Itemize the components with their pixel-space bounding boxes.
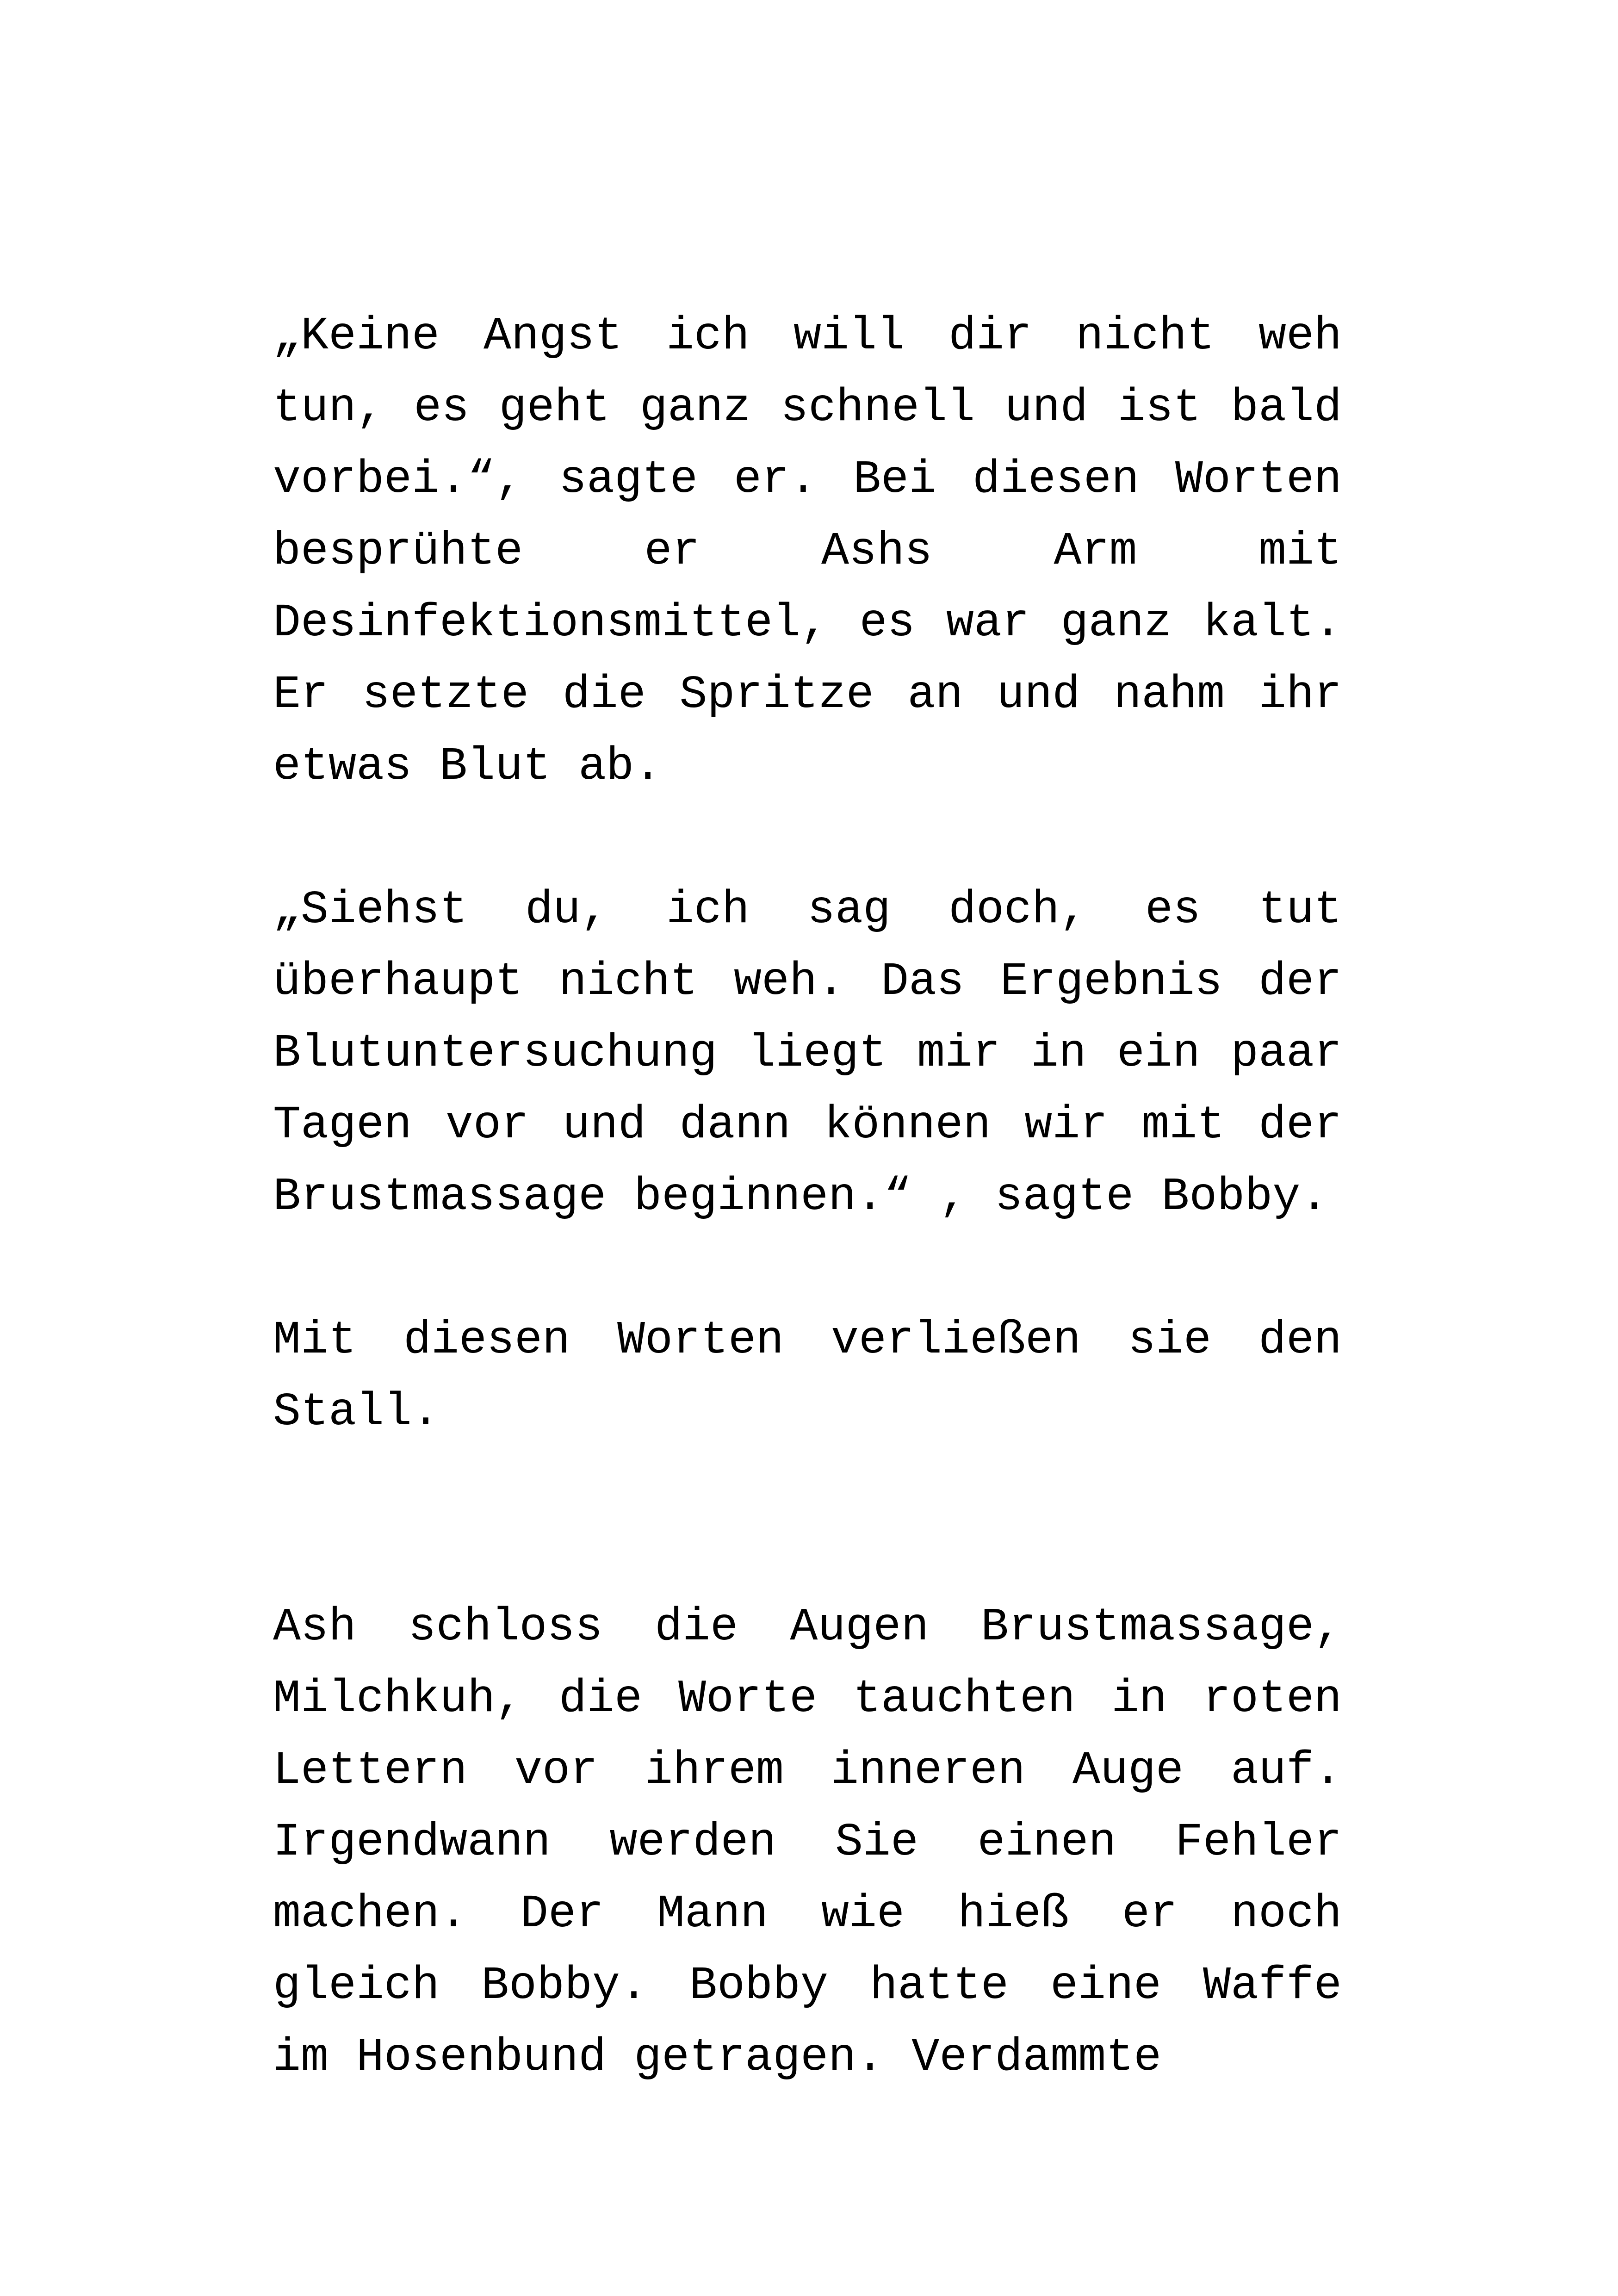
text-block — [273, 301, 1342, 2094]
paragraph: Mit diesen Worten verließen sie den Stall. — [273, 1315, 1342, 1439]
paragraph: „Keine Angst ich will dir nicht weh tun, es geht ganz schnell und ist bald vorbei.“, sagte er. Bei diesen Worten besprühte er Ashs Arm mit Desinfektionsmittel, es war ganz kalt. Er setzte die Spritze an und nahm ihr etwas Blut ab. — [273, 310, 1342, 793]
paragraph: Ash schloss die Augen Brustmassage, Milchkuh, die Worte tauchten in roten Lettern vor ihrem inneren Auge auf. Irgendwann werden Sie einen Fehler machen. Der Mann wie hieß er noch gleich Bobby. Bobby hatte eine Waffe im Hosenbund getragen. Verdammte — [273, 1601, 1342, 2084]
paragraph: „Siehst du, ich sag doch, es tut überhaupt nicht weh. Das Ergebnis der Blutuntersuchung liegt mir in ein paar Tagen vor und dann können wir mit der Brustmassage beginnen.“ , sagte Bobby. — [273, 884, 1342, 1223]
